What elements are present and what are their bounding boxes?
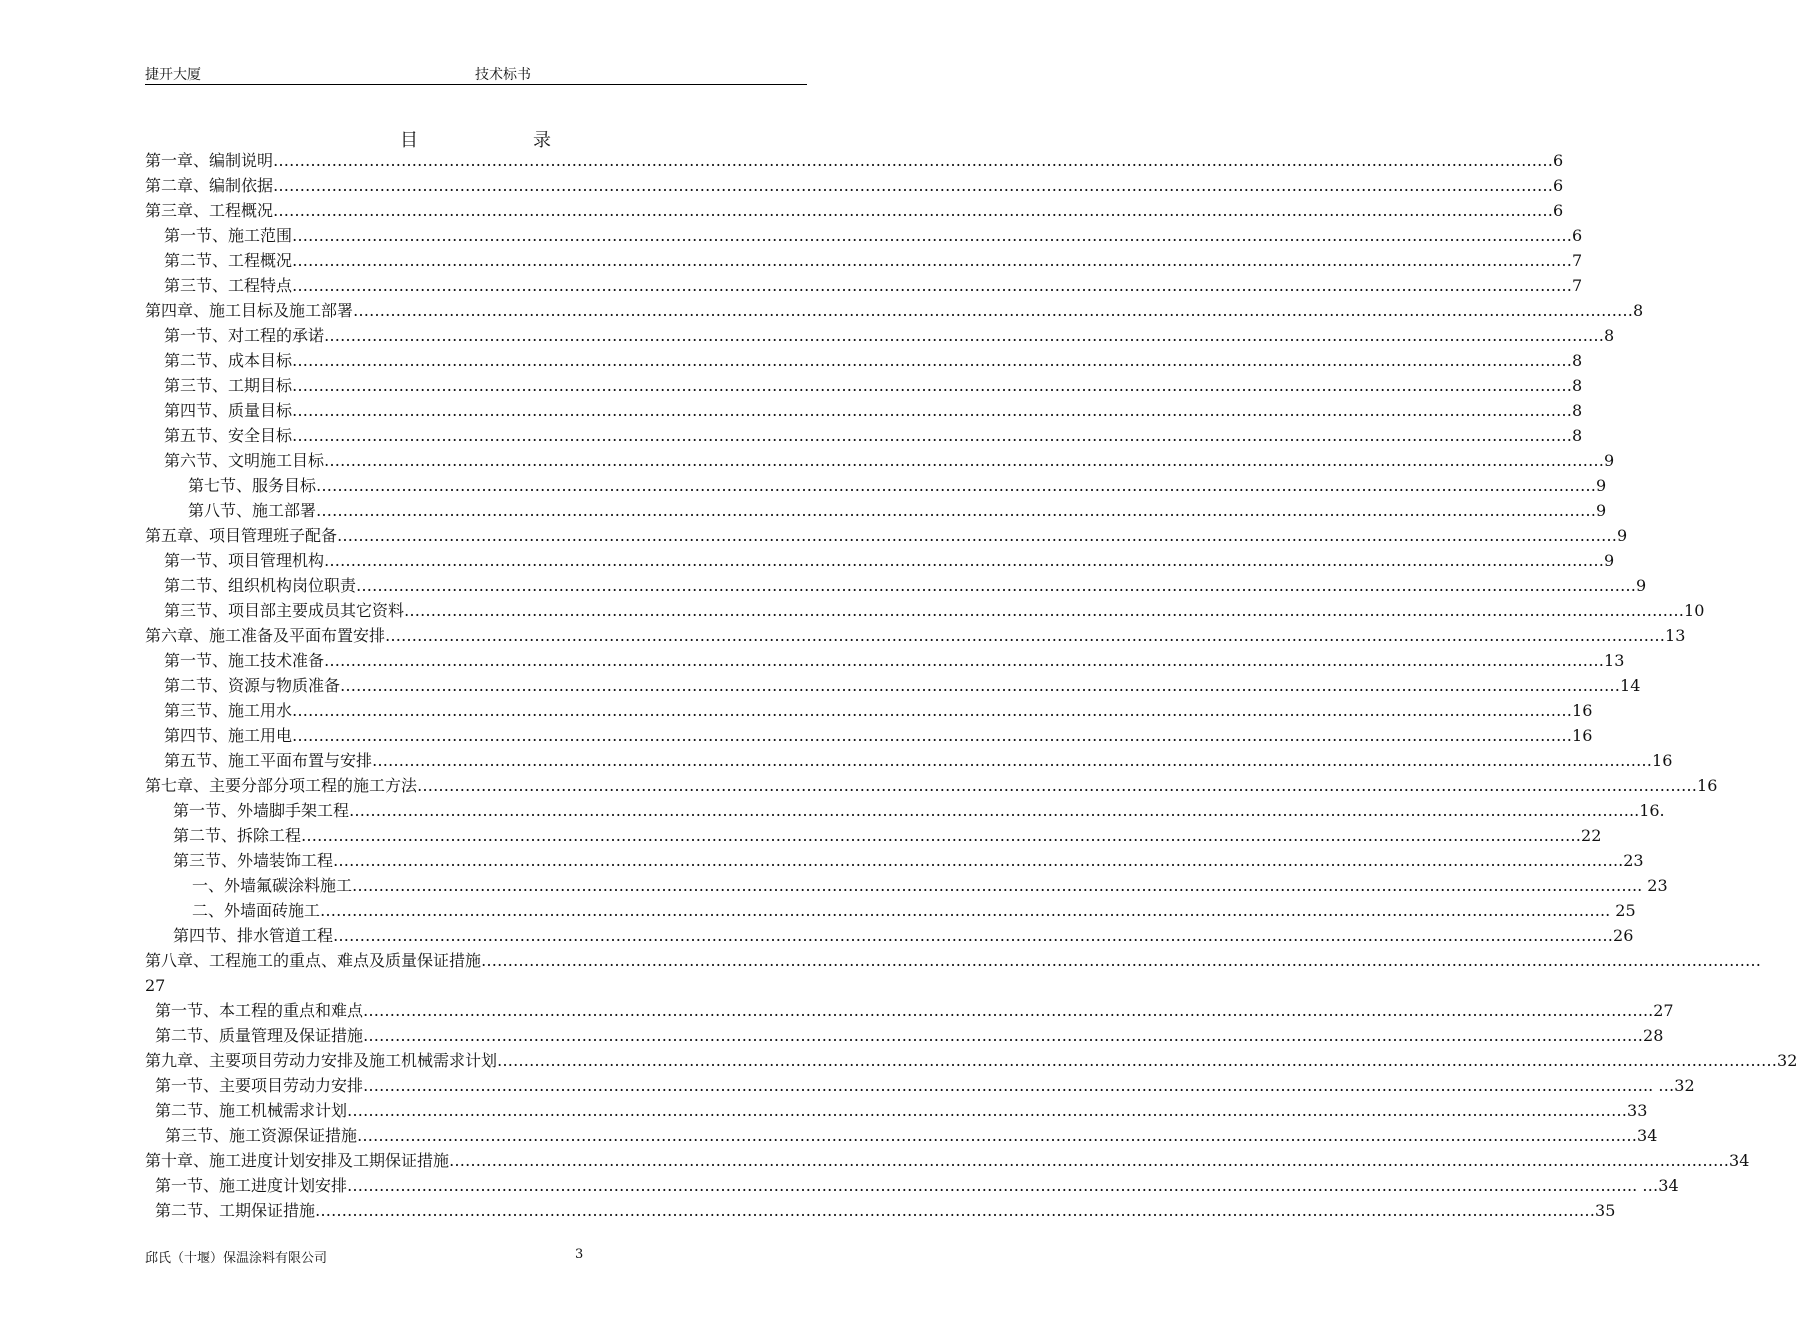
toc-entry-title: 第三节、外墙装饰工程 bbox=[173, 851, 334, 870]
toc-entry[interactable] bbox=[164, 748, 1673, 773]
toc-entry-title: 第四节、施工用电 bbox=[164, 726, 293, 745]
toc-entry-title: 第二章、编制依据 bbox=[145, 176, 274, 195]
toc-entry-title: 第五节、施工平面布置与安排 bbox=[164, 751, 373, 770]
toc-leader-dots: …………………………………………………………………………………………………………………………………………………………………………………………………………………… bbox=[316, 476, 1597, 495]
toc-entry-title: 第一节、施工范围 bbox=[164, 226, 293, 245]
toc-entry-page: 16 bbox=[1652, 751, 1673, 770]
toc-leader-dots: …………………………………………………………………………………………………………………………………………………………………………………………………………………… bbox=[357, 1126, 1638, 1145]
toc-leader-dots: …………………………………………………………………………………………………………………………………………………………………………………………………………………… bbox=[292, 276, 1573, 295]
toc-entry[interactable] bbox=[173, 823, 1602, 848]
toc-leader-dots: …………………………………………………………………………………………………………………………………………………………………………………………………………………… bbox=[449, 1151, 1730, 1170]
toc-leader-dots: …………………………………………………………………………………………………………………………………………………………………………………………………………………… bbox=[353, 301, 1634, 320]
toc-entry[interactable] bbox=[145, 623, 1686, 648]
toc-entry[interactable] bbox=[164, 573, 1647, 598]
toc-entry-page: 34 bbox=[1637, 1126, 1658, 1145]
toc-entry[interactable] bbox=[145, 523, 1628, 548]
toc-entry-page: 6 bbox=[1553, 201, 1564, 220]
toc-leader-dots: …………………………………………………………………………………………………………………………………………………………………………………………………………………… bbox=[356, 576, 1637, 595]
toc-entry[interactable] bbox=[173, 848, 1644, 873]
toc-entry-title: 二、外墙面砖施工 bbox=[192, 901, 321, 920]
toc-entry[interactable] bbox=[164, 398, 1583, 423]
toc-entry-page: .. 25 bbox=[1600, 901, 1636, 920]
toc-entry-page: ..16. bbox=[1629, 801, 1665, 820]
toc-entry-title: 第五章、项目管理班子配备 bbox=[145, 526, 338, 545]
toc-entry-page: 7 bbox=[1572, 276, 1583, 295]
toc-entry-title: 第二节、工期保证措施 bbox=[155, 1201, 316, 1220]
toc-leader-dots: …………………………………………………………………………………………………………………………………………………………………………………………………………………… bbox=[324, 326, 1605, 345]
toc-entry[interactable] bbox=[165, 1123, 1658, 1148]
toc-entry[interactable] bbox=[164, 348, 1583, 373]
toc-entry[interactable] bbox=[164, 648, 1625, 673]
toc-leader-dots: …………………………………………………………………………………………………………………………………………………………………………………………………………………… bbox=[347, 1176, 1628, 1195]
toc-entry-page: 8 bbox=[1633, 301, 1644, 320]
toc-entry-page: 26 bbox=[1613, 926, 1634, 945]
toc-entry-page: .. …32 bbox=[1643, 1076, 1695, 1095]
toc-entry[interactable] bbox=[164, 723, 1593, 748]
toc-entry-page: 10 bbox=[1684, 601, 1705, 620]
toc-entry-title: 第二节、资源与物质准备 bbox=[164, 676, 341, 695]
toc-entry[interactable] bbox=[164, 448, 1615, 473]
toc-entry[interactable] bbox=[188, 498, 1607, 523]
toc-entry-page: ..27 bbox=[1643, 1001, 1674, 1020]
toc-entry-page: 8 bbox=[1604, 326, 1615, 345]
toc-entry-title: 第三章、工程概况 bbox=[145, 201, 274, 220]
toc-leader-dots: …………………………………………………………………………………………………………………………………………………………………………………………………………………… bbox=[320, 901, 1601, 920]
toc-leader-dots: …………………………………………………………………………………………………………………………………………………………………………………………………………………… bbox=[273, 201, 1554, 220]
toc-entry-title: 第二节、拆除工程 bbox=[173, 826, 302, 845]
toc-entry-page: 13 bbox=[1665, 626, 1686, 645]
toc-leader-dots: …………………………………………………………………………………………………………………………………………………………………………………………………………………… bbox=[333, 926, 1614, 945]
toc-leader-dots: …………………………………………………………………………………………………………………………………………………………………………………………………………………… bbox=[404, 601, 1685, 620]
toc-leader-dots: …………………………………………………………………………………………………………………………………………………………………………………………………………………… bbox=[292, 251, 1573, 270]
toc-entry-title: 一、外墙氟碳涂料施工 bbox=[192, 876, 353, 895]
toc-entry-title: 第一节、施工进度计划安排 bbox=[155, 1176, 348, 1195]
toc-entry-title: 第四节、排水管道工程 bbox=[173, 926, 334, 945]
toc-leader-dots: …………………………………………………………………………………………………………………………………………………………………………………………………………………… bbox=[372, 751, 1653, 770]
toc-entry-page: ..23 bbox=[1613, 851, 1644, 870]
toc-entry[interactable] bbox=[145, 198, 1564, 223]
toc-entry-page: 16 bbox=[1697, 776, 1718, 795]
toc-leader-dots: …………………………………………………………………………………………………………………………………………………………………………………………………………………… bbox=[292, 426, 1573, 445]
toc-entry[interactable] bbox=[164, 373, 1583, 398]
toc-entry-title: 第五节、安全目标 bbox=[164, 426, 293, 445]
toc-entry-page: 9 bbox=[1636, 576, 1647, 595]
toc-entry[interactable] bbox=[155, 1023, 1664, 1048]
toc-entry-title: 第一节、施工技术准备 bbox=[164, 651, 325, 670]
toc-leader-dots: …………………………………………………………………………………………………………………………………………………………………………………………………………………… bbox=[324, 651, 1605, 670]
toc-entry-title: 第二节、质量管理及保证措施 bbox=[155, 1026, 364, 1045]
toc-title-char-2: 录 bbox=[533, 130, 551, 151]
toc-leader-dots: …………………………………………………………………………………………………………………………………………………………………………………………………………………… bbox=[417, 776, 1698, 795]
toc-leader-dots: …………………………………………………………………………………………………………………………………………………………………………………………………………………… bbox=[292, 376, 1573, 395]
toc-leader-dots: …………………………………………………………………………………………………………………………………………………………………………………………………………………… bbox=[315, 1201, 1596, 1220]
toc-entry-page: 9 bbox=[1596, 501, 1607, 520]
toc-leader-dots: …………………………………………………………………………………………………………………………………………………………………………………………………………………… bbox=[340, 676, 1621, 695]
toc-entry-title: 第一章、编制说明 bbox=[145, 151, 274, 170]
toc-entry-page: 16 bbox=[1572, 701, 1593, 720]
toc-entry[interactable] bbox=[145, 173, 1564, 198]
toc-entry-title: 第八节、施工部署 bbox=[188, 501, 317, 520]
toc-leader-dots: …………………………………………………………………………………………………………………………………………………………………………………………………………………… bbox=[292, 351, 1573, 370]
toc-entry[interactable] bbox=[164, 323, 1615, 348]
toc-entry[interactable] bbox=[164, 598, 1705, 623]
footer-page-number: 3 bbox=[575, 1247, 584, 1262]
toc-entry-page: 35 bbox=[1595, 1201, 1616, 1220]
header-left-text: 捷开大厦 bbox=[145, 67, 201, 83]
toc-entry-page: 8 bbox=[1572, 426, 1583, 445]
toc-entry[interactable] bbox=[164, 248, 1583, 273]
toc-entry-title: 第七章、主要分部分项工程的施工方法 bbox=[145, 776, 418, 795]
toc-entry[interactable] bbox=[155, 1073, 1695, 1098]
toc-entry[interactable] bbox=[145, 1048, 1797, 1073]
toc-entry-page: 22 bbox=[1581, 826, 1602, 845]
toc-entry[interactable] bbox=[188, 473, 1607, 498]
toc-entry-page: 13 bbox=[1604, 651, 1625, 670]
toc-entry-title: 第十章、施工进度计划安排及工期保证措施 bbox=[145, 1151, 450, 1170]
toc-leader-dots: …………………………………………………………………………………………………………………………………………………………………………………………………………………… bbox=[497, 1051, 1778, 1070]
toc-entry-page: 33 bbox=[1627, 1101, 1648, 1120]
toc-leader-dots: …………………………………………………………………………………………………………………………………………………………………………………………………………………… bbox=[316, 501, 1597, 520]
toc-entry[interactable] bbox=[145, 948, 1762, 973]
toc-leader-dots: …………………………………………………………………………………………………………………………………………………………………………………………………………………… bbox=[349, 801, 1630, 820]
toc-entry-title: 第二节、施工机械需求计划 bbox=[155, 1101, 348, 1120]
footer-company: 邱氏（十堰）保温涂料有限公司 bbox=[145, 1251, 328, 1266]
toc-leader-dots: …………………………………………………………………………………………………………………………………………………………………………………………………………………… bbox=[324, 551, 1605, 570]
toc-entry-page: 6 bbox=[1553, 151, 1564, 170]
toc-entry[interactable] bbox=[192, 898, 1636, 923]
toc-leader-dots: …………………………………………………………………………………………………………………………………………………………………………………………………………………… bbox=[363, 1076, 1644, 1095]
toc-leader-dots: …………………………………………………………………………………………………………………………………………………………………………………………………………………… bbox=[337, 526, 1618, 545]
toc-entry-page: 8 bbox=[1572, 401, 1583, 420]
toc-entry-page: 14 bbox=[1620, 676, 1641, 695]
toc-entry-title: 第八章、工程施工的重点、难点及质量保证措施 bbox=[145, 951, 482, 970]
toc-entry-page: 28 bbox=[1643, 1026, 1664, 1045]
toc-entry[interactable] bbox=[145, 298, 1644, 323]
toc-entry[interactable] bbox=[155, 1198, 1616, 1223]
toc-leader-dots: …………………………………………………………………………………………………………………………………………………………………………………………………………………… bbox=[385, 626, 1666, 645]
toc-entry[interactable] bbox=[164, 673, 1641, 698]
toc-entry[interactable] bbox=[155, 998, 1674, 1023]
toc-entry[interactable] bbox=[145, 773, 1718, 798]
toc-entry[interactable] bbox=[155, 1173, 1679, 1198]
toc-entry-title: 第一节、对工程的承诺 bbox=[164, 326, 325, 345]
toc-entry-title: 第七节、服务目标 bbox=[188, 476, 317, 495]
toc-entry-page: 9 bbox=[1617, 526, 1628, 545]
toc-entry-title: 第三节、工程特点 bbox=[164, 276, 293, 295]
toc-leader-dots: …………………………………………………………………………………………………………………………………………………………………………………………………………………… bbox=[333, 851, 1614, 870]
toc-entry-page: 34 bbox=[1729, 1151, 1750, 1170]
toc-entry[interactable] bbox=[164, 223, 1583, 248]
toc-leader-dots: …………………………………………………………………………………………………………………………………………………………………………………………………………………… bbox=[301, 826, 1582, 845]
toc-entry-page: 8 bbox=[1572, 376, 1583, 395]
toc-entry-page: .. 23 bbox=[1632, 876, 1668, 895]
toc-entry-page: 8 bbox=[1572, 351, 1583, 370]
toc-entry-title: 第二节、组织机构岗位职责 bbox=[164, 576, 357, 595]
toc-leader-dots: …………………………………………………………………………………………………………………………………………………………………………………………………………………… bbox=[273, 176, 1554, 195]
toc-entry-page-wrapped: 27 bbox=[145, 976, 166, 995]
toc-title-char-1: 目 bbox=[400, 130, 418, 151]
toc-entry-page: .. …34 bbox=[1627, 1176, 1679, 1195]
toc-leader-dots: …………………………………………………………………………………………………………………………………………………………………………………………………………………… bbox=[292, 701, 1573, 720]
toc-entry-title: 第四节、质量目标 bbox=[164, 401, 293, 420]
toc-entry[interactable] bbox=[164, 423, 1583, 448]
toc-entry-page: 16 bbox=[1572, 726, 1593, 745]
toc-entry-title: 第一节、项目管理机构 bbox=[164, 551, 325, 570]
toc-entry-page: 9 bbox=[1604, 551, 1615, 570]
toc-entry-title: 第六章、施工准备及平面布置安排 bbox=[145, 626, 386, 645]
toc-entry-title: 第一节、本工程的重点和难点 bbox=[155, 1001, 364, 1020]
toc-leader-dots: …………………………………………………………………………………………………………………………………………………………………………………………………………………… bbox=[481, 951, 1762, 970]
toc-entry-title: 第一节、外墙脚手架工程 bbox=[173, 801, 350, 820]
header-center-text: 技术标书 bbox=[475, 67, 531, 83]
toc-entry[interactable] bbox=[173, 798, 1665, 823]
toc-entry[interactable] bbox=[192, 873, 1668, 898]
toc-entry-title: 第三节、施工资源保证措施 bbox=[165, 1126, 358, 1145]
toc-leader-dots: …………………………………………………………………………………………………………………………………………………………………………………………………………………… bbox=[292, 226, 1573, 245]
toc-entry[interactable] bbox=[173, 923, 1634, 948]
header-rule bbox=[145, 84, 807, 85]
toc-leader-dots: …………………………………………………………………………………………………………………………………………………………………………………………………………………… bbox=[363, 1026, 1644, 1045]
toc-entry-page: 32 bbox=[1777, 1051, 1797, 1070]
toc-entry-page: 6 bbox=[1572, 226, 1583, 245]
toc-entry[interactable] bbox=[145, 1148, 1750, 1173]
toc-entry-title: 第二节、工程概况 bbox=[164, 251, 293, 270]
toc-entry[interactable] bbox=[155, 1098, 1648, 1123]
toc-entry-title: 第三节、项目部主要成员其它资料 bbox=[164, 601, 405, 620]
toc-leader-dots: …………………………………………………………………………………………………………………………………………………………………………………………………………………… bbox=[292, 726, 1573, 745]
toc-entry-title: 第三节、工期目标 bbox=[164, 376, 293, 395]
toc-entry-title: 第六节、文明施工目标 bbox=[164, 451, 325, 470]
toc-entry-page: 9 bbox=[1604, 451, 1615, 470]
toc-entry[interactable] bbox=[164, 273, 1583, 298]
toc-entry-title: 第四章、施工目标及施工部署 bbox=[145, 301, 354, 320]
toc-entry[interactable] bbox=[164, 548, 1615, 573]
toc-entry-page: 9 bbox=[1596, 476, 1607, 495]
toc-entry[interactable] bbox=[164, 698, 1593, 723]
toc-entry-page: 6 bbox=[1553, 176, 1564, 195]
toc-leader-dots: …………………………………………………………………………………………………………………………………………………………………………………………………………………… bbox=[363, 1001, 1644, 1020]
toc-entry-page: 7 bbox=[1572, 251, 1583, 270]
toc-entry-title: 第二节、成本目标 bbox=[164, 351, 293, 370]
toc-leader-dots: …………………………………………………………………………………………………………………………………………………………………………………………………………………… bbox=[324, 451, 1605, 470]
toc-leader-dots: …………………………………………………………………………………………………………………………………………………………………………………………………………………… bbox=[273, 151, 1554, 170]
toc-entry-title: 第一节、主要项目劳动力安排 bbox=[155, 1076, 364, 1095]
toc-leader-dots: …………………………………………………………………………………………………………………………………………………………………………………………………………………… bbox=[347, 1101, 1628, 1120]
toc-entry[interactable] bbox=[145, 148, 1564, 173]
toc-leader-dots: …………………………………………………………………………………………………………………………………………………………………………………………………………………… bbox=[292, 401, 1573, 420]
toc-entry-title: 第九章、主要项目劳动力安排及施工机械需求计划 bbox=[145, 1051, 498, 1070]
toc-leader-dots: …………………………………………………………………………………………………………………………………………………………………………………………………………………… bbox=[352, 876, 1633, 895]
toc-entry-title: 第三节、施工用水 bbox=[164, 701, 293, 720]
